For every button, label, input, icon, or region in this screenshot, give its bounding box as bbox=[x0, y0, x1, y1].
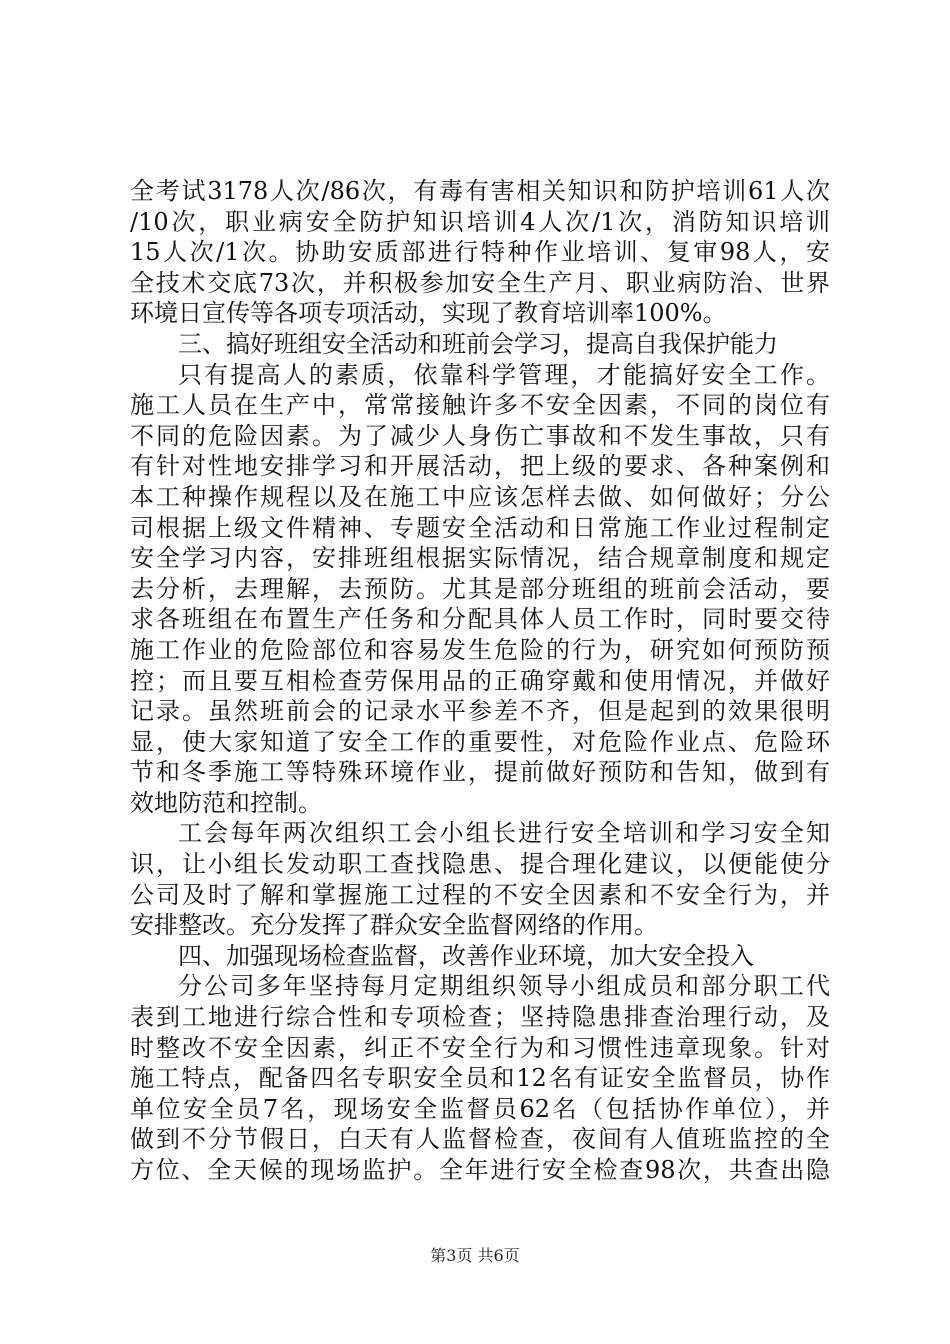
text-line: 记录。虽然班前会的记录水平参差不齐，但是起到的效果很明 bbox=[130, 697, 830, 726]
text-line: 安全学习内容，安排班组根据实际情况，结合规章制度和规定 bbox=[130, 544, 830, 573]
text-line: 效地防范和控制。 bbox=[130, 788, 322, 817]
text-line: 控；而且要互相检查劳保用品的正确穿戴和使用情况，并做好 bbox=[130, 666, 830, 695]
text-line: 环境日宣传等各项专项活动，实现了教育培训率100%。 bbox=[130, 299, 727, 328]
text-line: 有针对性地安排学习和开展活动，把上级的要求、各种案例和 bbox=[130, 452, 830, 481]
text-line: 15人次/1次。协助安质部进行特种作业培训、复审98人，安 bbox=[130, 238, 830, 267]
text-line: 司根据上级文件精神、专题安全活动和日常施工作业过程制定 bbox=[130, 513, 830, 542]
text-line: 时整改不安全因素，纠正不安全行为和习惯性违章现象。针对 bbox=[130, 1033, 830, 1062]
text-line: 全技术交底73次，并积极参加安全生产月、职业病防治、世界 bbox=[130, 268, 830, 297]
text-line: /10次，职业病安全防护知识培训4人次/1次，消防知识培训 bbox=[130, 207, 830, 236]
text-line: 施工人员在生产中，常常接触许多不安全因素，不同的岗位有 bbox=[130, 391, 830, 420]
text-line: 单位安全员7名，现场安全监督员62名（包括协作单位），并 bbox=[130, 1094, 830, 1123]
section-heading: 四、加强现场检查监督，改善作业环境，加大安全投入 bbox=[178, 941, 754, 970]
document-body bbox=[130, 176, 830, 1186]
text-line: 去分析，去理解，去预防。尤其是部分班组的班前会活动，要 bbox=[130, 574, 830, 603]
text-line: 显，使大家知道了安全工作的重要性，对危险作业点、危险环 bbox=[130, 727, 830, 756]
page-footer: 第3页 共6页 bbox=[430, 1246, 520, 1265]
text-line: 本工种操作规程以及在施工中应该怎样去做、如何做好；分公 bbox=[130, 482, 830, 511]
text-line: 全考试3178人次/86次，有毒有害相关知识和防护培训61人次 bbox=[130, 177, 830, 205]
text-line: 求各班组在布置生产任务和分配具体人员工作时，同时要交待 bbox=[130, 605, 830, 634]
text-line: 做到不分节假日，白天有人监督检查，夜间有人值班监控的全 bbox=[130, 1125, 830, 1154]
text-line: 节和冬季施工等特殊环境作业，提前做好预防和告知，做到有 bbox=[130, 758, 830, 787]
text-line: 工会每年两次组织工会小组长进行安全培训和学习安全知 bbox=[178, 819, 830, 848]
text-line: 方位、全天候的现场监护。全年进行安全检查98次，共查出隐 bbox=[130, 1156, 830, 1184]
text-line: 安排整改。充分发挥了群众安全监督网络的作用。 bbox=[130, 911, 658, 940]
text-line: 公司及时了解和掌握施工过程的不安全因素和不安全行为，并 bbox=[130, 880, 830, 909]
text-line: 只有提高人的素质，依靠科学管理，才能搞好安全工作。 bbox=[178, 360, 830, 389]
text-line: 分公司多年坚持每月定期组织领导小组成员和部分职工代 bbox=[178, 972, 830, 1001]
text-line: 施工特点，配备四名专职安全员和12名有证安全监督员，协作 bbox=[130, 1064, 830, 1093]
section-heading: 三、搞好班组安全活动和班前会学习，提高自我保护能力 bbox=[178, 329, 778, 358]
text-line: 表到工地进行综合性和专项检查；坚持隐患排查治理行动，及 bbox=[130, 1003, 830, 1032]
text-line: 识，让小组长发动职工查找隐患、提合理化建议，以便能使分 bbox=[130, 850, 830, 879]
text-line: 施工作业的危险部位和容易发生危险的行为，研究如何预防预 bbox=[130, 635, 830, 664]
text-line: 不同的危险因素。为了减少人身伤亡事故和不发生事故，只有 bbox=[130, 421, 830, 450]
